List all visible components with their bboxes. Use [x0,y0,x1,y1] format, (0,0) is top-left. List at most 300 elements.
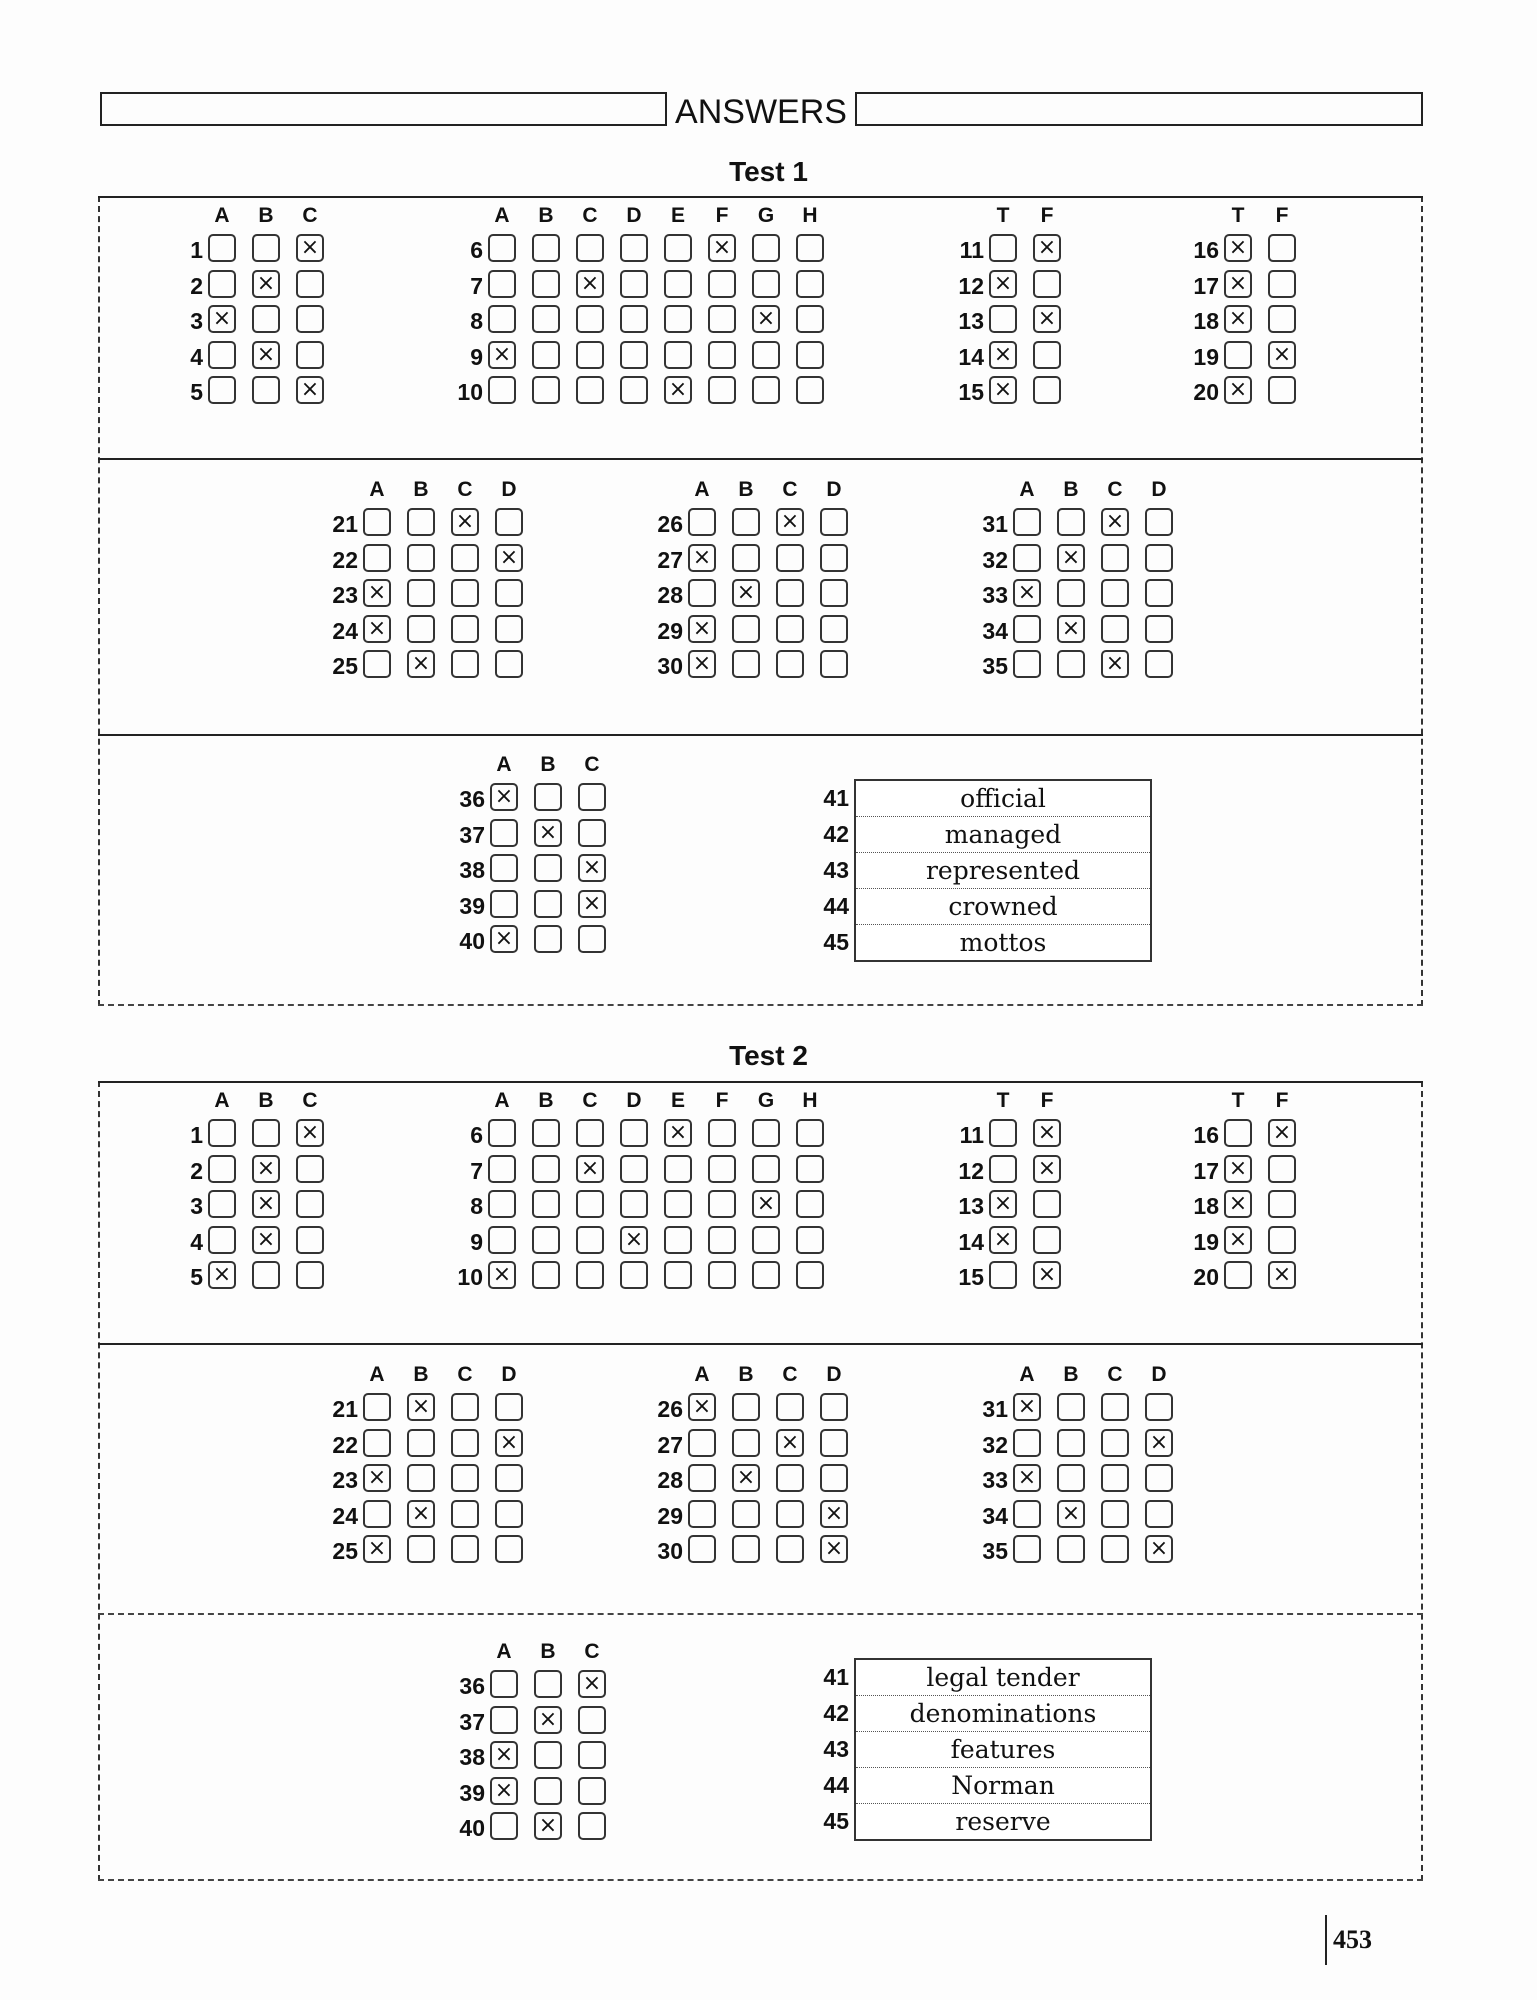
checkbox-marked[interactable]: × [1145,1535,1173,1563]
checkbox-empty[interactable] [732,1429,760,1457]
checkbox-empty[interactable] [578,1812,606,1840]
checkbox-empty[interactable] [776,579,804,607]
checkbox-empty[interactable] [578,819,606,847]
checkbox-empty[interactable] [1013,544,1041,572]
checkbox-empty[interactable] [989,305,1017,333]
checkbox-empty[interactable] [208,270,236,298]
checkbox-empty[interactable] [532,1226,560,1254]
checkbox-empty[interactable] [732,1500,760,1528]
checkbox-empty[interactable] [1268,305,1296,333]
checkbox-empty[interactable] [796,270,824,298]
checkbox-empty[interactable] [620,270,648,298]
checkbox-empty[interactable] [578,783,606,811]
checkbox-empty[interactable] [796,1155,824,1183]
checkbox-empty[interactable] [578,1706,606,1734]
checkbox-empty[interactable] [732,650,760,678]
checkbox-empty[interactable] [752,1261,780,1289]
checkbox-empty[interactable] [1224,1261,1252,1289]
checkbox-marked[interactable]: × [208,1261,236,1289]
checkbox-empty[interactable] [796,1261,824,1289]
checkbox-empty[interactable] [576,1261,604,1289]
checkbox-empty[interactable] [1013,1429,1041,1457]
checkbox-empty[interactable] [363,1500,391,1528]
checkbox-empty[interactable] [796,341,824,369]
checkbox-empty[interactable] [495,1393,523,1421]
checkbox-empty[interactable] [620,234,648,262]
checkbox-marked[interactable]: × [1013,1464,1041,1492]
checkbox-empty[interactable] [534,783,562,811]
checkbox-empty[interactable] [688,1464,716,1492]
checkbox-empty[interactable] [363,1429,391,1457]
checkbox-marked[interactable]: × [1101,650,1129,678]
checkbox-empty[interactable] [407,544,435,572]
checkbox-empty[interactable] [1057,1393,1085,1421]
checkbox-marked[interactable]: × [989,1190,1017,1218]
checkbox-empty[interactable] [820,1393,848,1421]
checkbox-empty[interactable] [208,376,236,404]
checkbox-empty[interactable] [451,650,479,678]
checkbox-marked[interactable]: × [534,1706,562,1734]
checkbox-empty[interactable] [1033,270,1061,298]
checkbox-empty[interactable] [688,579,716,607]
checkbox-empty[interactable] [576,305,604,333]
checkbox-marked[interactable]: × [576,1155,604,1183]
checkbox-empty[interactable] [532,1261,560,1289]
checkbox-empty[interactable] [708,376,736,404]
checkbox-empty[interactable] [776,1500,804,1528]
checkbox-empty[interactable] [1057,1464,1085,1492]
checkbox-empty[interactable] [208,1190,236,1218]
checkbox-marked[interactable]: × [664,1119,692,1147]
checkbox-empty[interactable] [752,1155,780,1183]
checkbox-empty[interactable] [1268,1226,1296,1254]
checkbox-empty[interactable] [664,1155,692,1183]
checkbox-empty[interactable] [532,1155,560,1183]
checkbox-marked[interactable]: × [578,1670,606,1698]
checkbox-empty[interactable] [578,925,606,953]
checkbox-marked[interactable]: × [989,341,1017,369]
checkbox-empty[interactable] [732,615,760,643]
checkbox-empty[interactable] [252,376,280,404]
checkbox-empty[interactable] [664,1226,692,1254]
checkbox-empty[interactable] [752,1119,780,1147]
checkbox-empty[interactable] [1013,650,1041,678]
checkbox-empty[interactable] [752,1226,780,1254]
checkbox-empty[interactable] [664,305,692,333]
checkbox-empty[interactable] [1268,376,1296,404]
checkbox-marked[interactable]: × [1101,508,1129,536]
checkbox-empty[interactable] [796,376,824,404]
checkbox-empty[interactable] [820,1464,848,1492]
checkbox-marked[interactable]: × [688,1393,716,1421]
checkbox-empty[interactable] [1101,615,1129,643]
checkbox-empty[interactable] [664,1190,692,1218]
checkbox-empty[interactable] [620,1261,648,1289]
checkbox-marked[interactable]: × [451,508,479,536]
checkbox-empty[interactable] [1145,1464,1173,1492]
checkbox-empty[interactable] [1101,1393,1129,1421]
checkbox-marked[interactable]: × [578,890,606,918]
checkbox-marked[interactable]: × [495,1429,523,1457]
checkbox-marked[interactable]: × [208,305,236,333]
checkbox-empty[interactable] [1268,1190,1296,1218]
checkbox-empty[interactable] [532,270,560,298]
checkbox-empty[interactable] [732,544,760,572]
checkbox-marked[interactable]: × [296,376,324,404]
checkbox-empty[interactable] [1013,1500,1041,1528]
checkbox-empty[interactable] [1013,615,1041,643]
checkbox-empty[interactable] [776,1464,804,1492]
checkbox-marked[interactable]: × [576,270,604,298]
checkbox-empty[interactable] [451,1464,479,1492]
checkbox-empty[interactable] [208,1226,236,1254]
checkbox-empty[interactable] [1057,1535,1085,1563]
checkbox-marked[interactable]: × [296,1119,324,1147]
checkbox-empty[interactable] [620,341,648,369]
checkbox-empty[interactable] [1057,650,1085,678]
checkbox-empty[interactable] [488,1119,516,1147]
checkbox-empty[interactable] [1224,341,1252,369]
checkbox-marked[interactable]: × [989,1226,1017,1254]
checkbox-marked[interactable]: × [752,305,780,333]
checkbox-empty[interactable] [534,925,562,953]
checkbox-empty[interactable] [252,1119,280,1147]
checkbox-empty[interactable] [708,305,736,333]
checkbox-empty[interactable] [490,1670,518,1698]
checkbox-empty[interactable] [363,544,391,572]
checkbox-empty[interactable] [708,1119,736,1147]
checkbox-marked[interactable]: × [252,1155,280,1183]
checkbox-empty[interactable] [820,650,848,678]
checkbox-empty[interactable] [1268,270,1296,298]
checkbox-empty[interactable] [407,1535,435,1563]
checkbox-empty[interactable] [252,234,280,262]
checkbox-empty[interactable] [532,234,560,262]
checkbox-empty[interactable] [252,1261,280,1289]
checkbox-marked[interactable]: × [776,508,804,536]
checkbox-empty[interactable] [776,615,804,643]
checkbox-empty[interactable] [495,1535,523,1563]
checkbox-empty[interactable] [708,1190,736,1218]
checkbox-marked[interactable]: × [1057,1500,1085,1528]
checkbox-marked[interactable]: × [490,925,518,953]
checkbox-empty[interactable] [1013,508,1041,536]
checkbox-empty[interactable] [490,854,518,882]
checkbox-empty[interactable] [620,1155,648,1183]
checkbox-marked[interactable]: × [495,544,523,572]
checkbox-empty[interactable] [1101,544,1129,572]
checkbox-marked[interactable]: × [1057,615,1085,643]
checkbox-marked[interactable]: × [620,1226,648,1254]
checkbox-marked[interactable]: × [820,1500,848,1528]
checkbox-marked[interactable]: × [578,854,606,882]
checkbox-empty[interactable] [534,1741,562,1769]
checkbox-marked[interactable]: × [1268,1261,1296,1289]
checkbox-marked[interactable]: × [252,1190,280,1218]
checkbox-empty[interactable] [451,544,479,572]
checkbox-marked[interactable]: × [252,1226,280,1254]
checkbox-empty[interactable] [796,1190,824,1218]
checkbox-empty[interactable] [664,270,692,298]
checkbox-marked[interactable]: × [1033,1119,1061,1147]
checkbox-empty[interactable] [796,1119,824,1147]
checkbox-marked[interactable]: × [820,1535,848,1563]
checkbox-marked[interactable]: × [252,270,280,298]
checkbox-empty[interactable] [1057,579,1085,607]
checkbox-empty[interactable] [708,341,736,369]
checkbox-empty[interactable] [708,1261,736,1289]
checkbox-empty[interactable] [576,341,604,369]
checkbox-marked[interactable]: × [1057,544,1085,572]
checkbox-empty[interactable] [451,615,479,643]
checkbox-empty[interactable] [488,270,516,298]
checkbox-empty[interactable] [732,1535,760,1563]
checkbox-empty[interactable] [532,341,560,369]
checkbox-empty[interactable] [732,508,760,536]
checkbox-empty[interactable] [1145,1393,1173,1421]
checkbox-empty[interactable] [495,1464,523,1492]
checkbox-empty[interactable] [407,508,435,536]
checkbox-empty[interactable] [576,1190,604,1218]
checkbox-marked[interactable]: × [1033,1261,1061,1289]
checkbox-marked[interactable]: × [752,1190,780,1218]
checkbox-empty[interactable] [776,1393,804,1421]
checkbox-marked[interactable]: × [1033,305,1061,333]
checkbox-empty[interactable] [989,1119,1017,1147]
checkbox-empty[interactable] [576,234,604,262]
checkbox-empty[interactable] [1101,579,1129,607]
checkbox-empty[interactable] [708,1155,736,1183]
checkbox-empty[interactable] [1101,1429,1129,1457]
checkbox-marked[interactable]: × [664,376,692,404]
checkbox-empty[interactable] [532,1119,560,1147]
checkbox-empty[interactable] [708,1226,736,1254]
checkbox-empty[interactable] [451,1429,479,1457]
checkbox-empty[interactable] [1013,1535,1041,1563]
checkbox-marked[interactable]: × [534,819,562,847]
checkbox-empty[interactable] [490,819,518,847]
checkbox-marked[interactable]: × [407,650,435,678]
checkbox-empty[interactable] [1033,1226,1061,1254]
checkbox-empty[interactable] [363,1393,391,1421]
checkbox-empty[interactable] [620,305,648,333]
checkbox-empty[interactable] [451,1500,479,1528]
checkbox-marked[interactable]: × [1224,376,1252,404]
checkbox-marked[interactable]: × [1224,305,1252,333]
checkbox-empty[interactable] [532,1190,560,1218]
checkbox-empty[interactable] [752,234,780,262]
checkbox-empty[interactable] [407,1464,435,1492]
checkbox-marked[interactable]: × [363,1535,391,1563]
checkbox-empty[interactable] [688,1429,716,1457]
checkbox-marked[interactable]: × [732,579,760,607]
checkbox-empty[interactable] [532,376,560,404]
checkbox-empty[interactable] [296,341,324,369]
checkbox-marked[interactable]: × [363,1464,391,1492]
checkbox-empty[interactable] [208,234,236,262]
checkbox-empty[interactable] [664,1261,692,1289]
checkbox-empty[interactable] [776,544,804,572]
checkbox-empty[interactable] [451,579,479,607]
checkbox-empty[interactable] [752,341,780,369]
checkbox-empty[interactable] [1057,508,1085,536]
checkbox-marked[interactable]: × [490,783,518,811]
checkbox-empty[interactable] [532,305,560,333]
checkbox-empty[interactable] [1057,1429,1085,1457]
checkbox-empty[interactable] [1145,1500,1173,1528]
checkbox-empty[interactable] [620,1190,648,1218]
checkbox-empty[interactable] [664,341,692,369]
checkbox-marked[interactable]: × [1268,341,1296,369]
checkbox-empty[interactable] [495,650,523,678]
checkbox-empty[interactable] [1033,341,1061,369]
checkbox-marked[interactable]: × [488,341,516,369]
checkbox-empty[interactable] [796,305,824,333]
checkbox-marked[interactable]: × [363,579,391,607]
checkbox-empty[interactable] [688,1500,716,1528]
checkbox-empty[interactable] [989,234,1017,262]
checkbox-empty[interactable] [534,854,562,882]
checkbox-empty[interactable] [363,508,391,536]
checkbox-empty[interactable] [208,1155,236,1183]
checkbox-empty[interactable] [488,1190,516,1218]
checkbox-empty[interactable] [752,270,780,298]
checkbox-marked[interactable]: × [1224,1155,1252,1183]
checkbox-empty[interactable] [820,615,848,643]
checkbox-empty[interactable] [796,1226,824,1254]
checkbox-empty[interactable] [820,579,848,607]
checkbox-empty[interactable] [208,341,236,369]
checkbox-marked[interactable]: × [488,1261,516,1289]
checkbox-empty[interactable] [708,270,736,298]
checkbox-marked[interactable]: × [490,1741,518,1769]
checkbox-marked[interactable]: × [989,376,1017,404]
checkbox-empty[interactable] [488,234,516,262]
checkbox-empty[interactable] [688,1535,716,1563]
checkbox-empty[interactable] [451,1393,479,1421]
checkbox-empty[interactable] [534,890,562,918]
checkbox-empty[interactable] [1268,1155,1296,1183]
checkbox-empty[interactable] [451,1535,479,1563]
checkbox-empty[interactable] [1101,1500,1129,1528]
checkbox-empty[interactable] [820,1429,848,1457]
checkbox-empty[interactable] [578,1777,606,1805]
checkbox-marked[interactable]: × [1145,1429,1173,1457]
checkbox-empty[interactable] [296,1190,324,1218]
checkbox-empty[interactable] [1101,1464,1129,1492]
checkbox-empty[interactable] [495,579,523,607]
checkbox-marked[interactable]: × [1268,1119,1296,1147]
checkbox-empty[interactable] [490,1706,518,1734]
checkbox-empty[interactable] [576,1119,604,1147]
checkbox-empty[interactable] [296,1155,324,1183]
checkbox-empty[interactable] [1145,615,1173,643]
checkbox-empty[interactable] [796,234,824,262]
checkbox-empty[interactable] [296,270,324,298]
checkbox-empty[interactable] [495,615,523,643]
checkbox-empty[interactable] [688,508,716,536]
checkbox-marked[interactable]: × [688,544,716,572]
checkbox-empty[interactable] [488,305,516,333]
checkbox-marked[interactable]: × [490,1777,518,1805]
checkbox-empty[interactable] [620,1119,648,1147]
checkbox-empty[interactable] [776,650,804,678]
checkbox-marked[interactable]: × [1224,1190,1252,1218]
checkbox-marked[interactable]: × [776,1429,804,1457]
checkbox-marked[interactable]: × [1224,270,1252,298]
checkbox-empty[interactable] [407,1429,435,1457]
checkbox-marked[interactable]: × [708,234,736,262]
checkbox-marked[interactable]: × [1224,234,1252,262]
checkbox-marked[interactable]: × [1013,1393,1041,1421]
checkbox-empty[interactable] [296,1261,324,1289]
checkbox-marked[interactable]: × [989,270,1017,298]
checkbox-empty[interactable] [776,1535,804,1563]
checkbox-empty[interactable] [620,376,648,404]
checkbox-empty[interactable] [534,1670,562,1698]
checkbox-empty[interactable] [664,234,692,262]
checkbox-marked[interactable]: × [1033,234,1061,262]
checkbox-marked[interactable]: × [1224,1226,1252,1254]
checkbox-marked[interactable]: × [407,1500,435,1528]
checkbox-empty[interactable] [534,1777,562,1805]
checkbox-empty[interactable] [989,1155,1017,1183]
checkbox-empty[interactable] [296,305,324,333]
checkbox-marked[interactable]: × [1013,579,1041,607]
checkbox-empty[interactable] [1101,1535,1129,1563]
checkbox-empty[interactable] [1145,544,1173,572]
checkbox-empty[interactable] [820,508,848,536]
checkbox-empty[interactable] [488,1226,516,1254]
checkbox-marked[interactable]: × [407,1393,435,1421]
checkbox-empty[interactable] [208,1119,236,1147]
checkbox-empty[interactable] [488,1155,516,1183]
checkbox-marked[interactable]: × [534,1812,562,1840]
checkbox-empty[interactable] [495,508,523,536]
checkbox-empty[interactable] [488,376,516,404]
checkbox-empty[interactable] [490,1812,518,1840]
checkbox-marked[interactable]: × [1033,1155,1061,1183]
checkbox-empty[interactable] [752,376,780,404]
checkbox-empty[interactable] [490,890,518,918]
checkbox-empty[interactable] [576,376,604,404]
checkbox-marked[interactable]: × [363,615,391,643]
checkbox-marked[interactable]: × [688,615,716,643]
checkbox-empty[interactable] [1268,234,1296,262]
checkbox-empty[interactable] [1033,376,1061,404]
checkbox-empty[interactable] [1033,1190,1061,1218]
checkbox-marked[interactable]: × [252,341,280,369]
checkbox-marked[interactable]: × [732,1464,760,1492]
checkbox-empty[interactable] [407,615,435,643]
checkbox-empty[interactable] [576,1226,604,1254]
checkbox-empty[interactable] [1224,1119,1252,1147]
checkbox-empty[interactable] [363,650,391,678]
checkbox-marked[interactable]: × [688,650,716,678]
checkbox-empty[interactable] [732,1393,760,1421]
checkbox-marked[interactable]: × [296,234,324,262]
checkbox-empty[interactable] [1145,579,1173,607]
checkbox-empty[interactable] [989,1261,1017,1289]
checkbox-empty[interactable] [1145,650,1173,678]
checkbox-empty[interactable] [495,1500,523,1528]
checkbox-empty[interactable] [578,1741,606,1769]
checkbox-empty[interactable] [1145,508,1173,536]
checkbox-empty[interactable] [820,544,848,572]
checkbox-empty[interactable] [252,305,280,333]
checkbox-empty[interactable] [407,579,435,607]
checkbox-empty[interactable] [296,1226,324,1254]
